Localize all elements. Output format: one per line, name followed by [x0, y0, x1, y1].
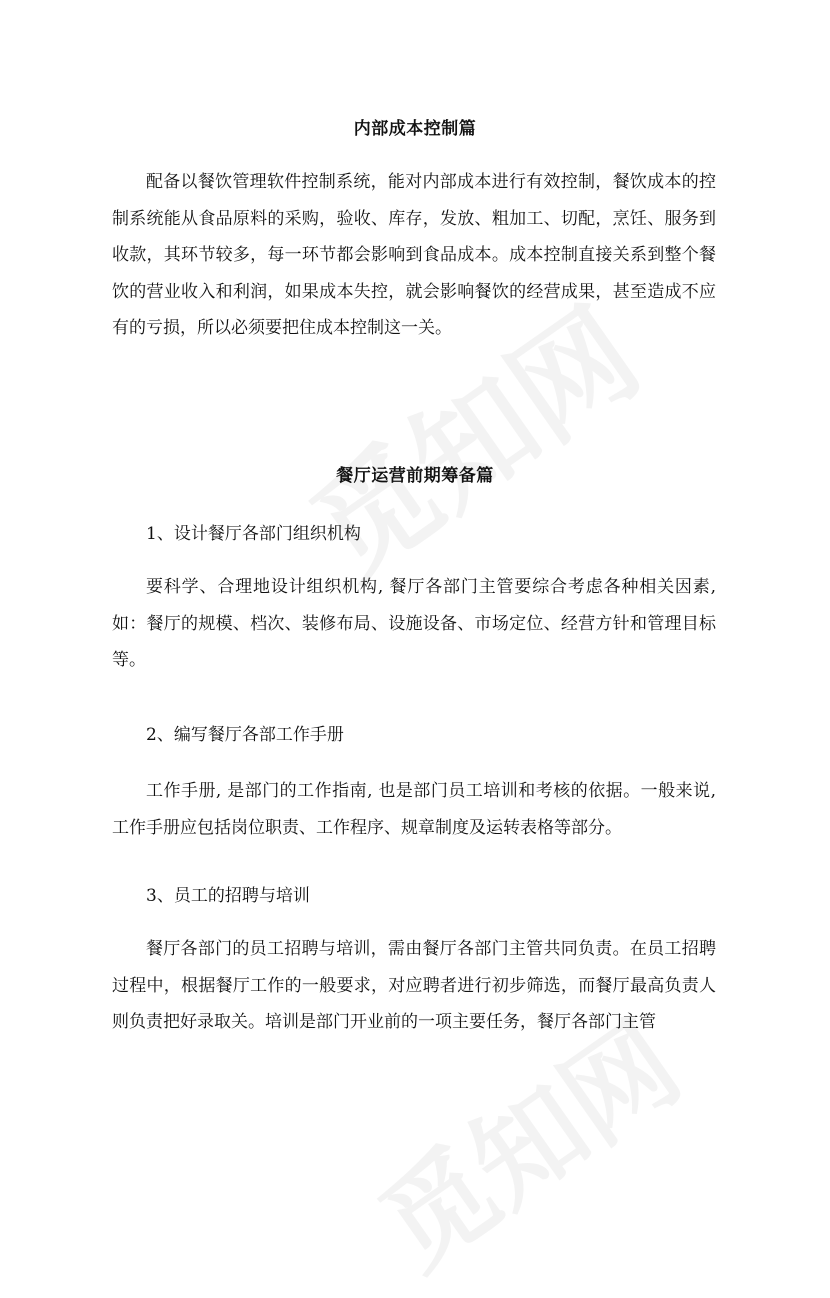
item-heading: 1、设计餐厅各部门组织机构	[146, 524, 361, 544]
paragraph: 配备以餐饮管理软件控制系统，能对内部成本进行有效控制，餐饮成本的控制系统能从食品原料的采购，验收、库存，发放、粗加工、切配，烹饪、服务到收款，其环节较多，每一环节都会影响到食品成本。成本控制直接关系到整个餐饮的营业收入和利润，如果成本失控，就会影响餐饮的经营成果，甚至造成不应有的亏损，所以必须要把住成本控制这一关。	[112, 172, 716, 338]
section-title: 餐厅运营前期筹备篇	[336, 466, 494, 486]
paragraph: 要科学、合理地设计组织机构, 餐厅各部门主管要综合考虑各种相关因素, 如：餐厅的规模、档次、装修布局、设施设备、市场定位、经营方针和管理目标等。	[112, 577, 716, 670]
paragraph: 餐厅各部门的员工招聘与培训，需由餐厅各部门主管共同负责。在员工招聘过程中，根据餐厅工作的一般要求，对应聘者进行初步筛选，而餐厅最高负责人则负责把好录取关。培训是部门开业前的一项主要任务，餐厅各部门主管	[112, 939, 716, 1032]
item-heading: 2、编写餐厅各部工作手册	[146, 725, 344, 745]
section-title: 内部成本控制篇	[353, 119, 477, 139]
item-heading: 3、员工的招聘与培训	[146, 886, 310, 906]
paragraph: 工作手册, 是部门的工作指南, 也是部门员工培训和考核的依据。一般来说, 工作手册应包括岗位职责、工作程序、规章制度及运转表格等部分。	[112, 781, 716, 838]
